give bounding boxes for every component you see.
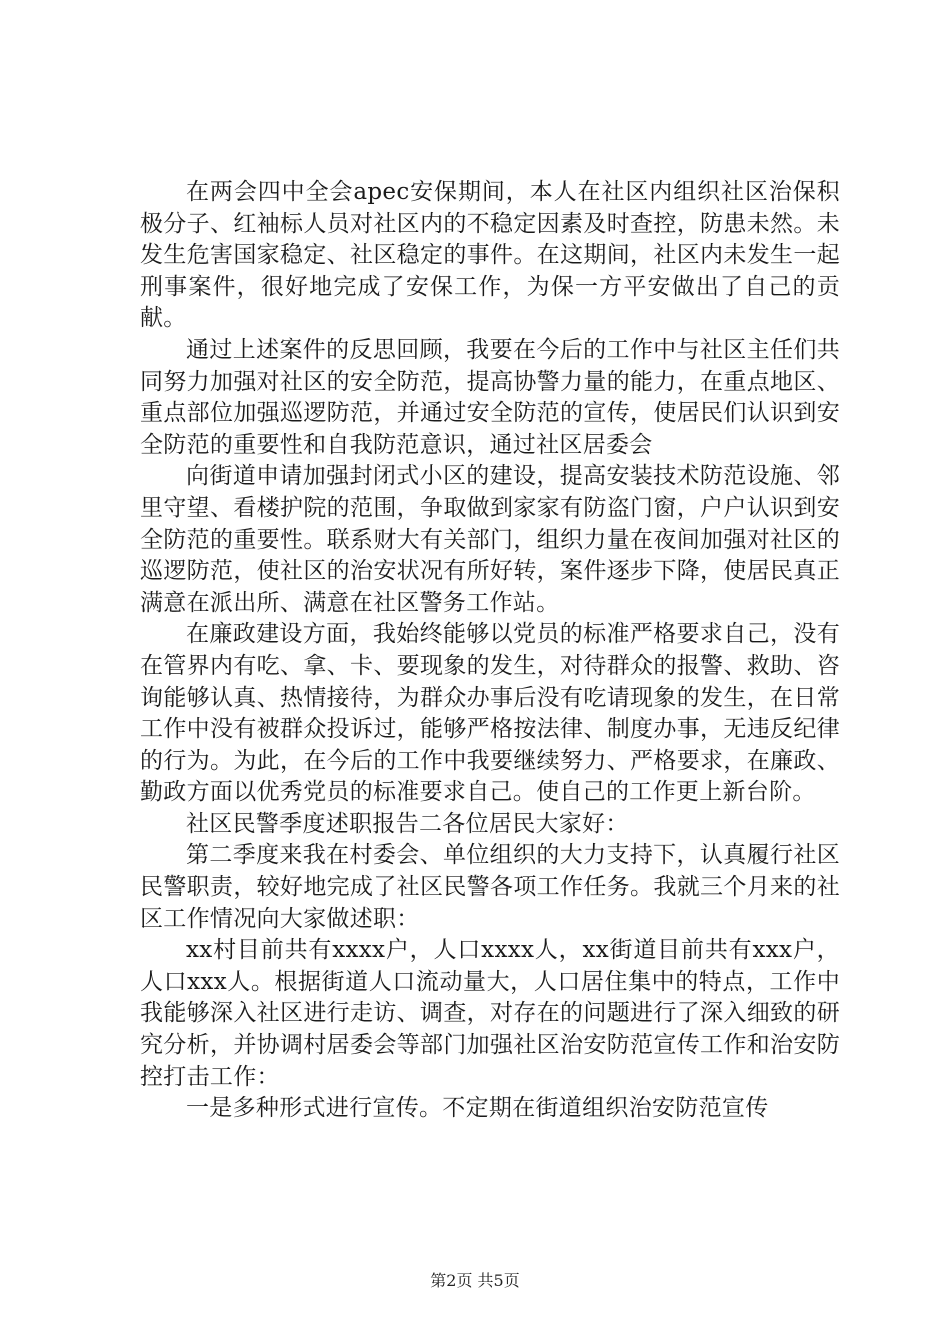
paragraph-5-heading: 社区民警季度述职报告二各位居民大家好： <box>186 810 629 837</box>
paragraph-8: 一是多种形式进行宣传。不定期在街道组织治安防范宣传 <box>186 1095 769 1122</box>
paragraph-4: 在廉政建设方面，我始终能够以党员的标准严格要求自己，没有在管界内有吃、拿、卡、要现象的发生，对待群众的报警、救助、咨询能够认真、热情接待，为群众办事后没有吃请现象的发生，在日常工作中没有被群众投诉过，能够严格按法律、制度办事，无违反纪律的行为。为此，在今后的工作中我要继续努力、严格要求，在廉政、勤政方面以优秀党员的标准要求自己。使自己的工作更上新台阶。 <box>140 621 840 806</box>
document-body <box>140 177 840 1125</box>
paragraph-6: 第二季度来我在村委会、单位组织的大力支持下，认真履行社区民警职责，较好地完成了社区民警各项工作任务。我就三个月来的社区工作情况向大家做述职： <box>140 842 840 932</box>
page-footer: 第2页 共5页 <box>430 1271 520 1290</box>
paragraph-2: 通过上述案件的反思回顾，我要在今后的工作中与社区主任们共同努力加强对社区的安全防范，提高协警力量的能力，在重点地区、重点部位加强巡逻防范，并通过安全防范的宣传，使居民们认识到安全防范的重要性和自我防范意识，通过社区居委会 <box>140 336 840 458</box>
paragraph-7: xx村目前共有xxxx户，人口xxxx人，xx街道目前共有xxx户，人口xxx人。根据街道人口流动量大，人口居住集中的特点，工作中我能够深入社区进行走访、调查，对存在的问题进行了深入细致的研究分析，并协调村居委会等部门加强社区治安防范宣传工作和治安防控打击工作： <box>140 937 840 1090</box>
paragraph-3: 向街道申请加强封闭式小区的建设，提高安装技术防范设施、邻里守望、看楼护院的范围，争取做到家家有防盗门窗，户户认识到安全防范的重要性。联系财大有关部门，组织力量在夜间加强对社区的巡逻防范，使社区的治安状况有所好转，案件逐步下降，使居民真正满意在派出所、满意在社区警务工作站。 <box>140 463 840 616</box>
paragraph-1: 在两会四中全会apec安保期间，本人在社区内组织社区治保积极分子、红袖标人员对社区内的不稳定因素及时查控，防患未然。未发生危害国家稳定、社区稳定的事件。在这期间，社区内未发生一起刑事案件，很好地完成了安保工作，为保一方平安做出了自己的贡献。 <box>140 179 840 332</box>
